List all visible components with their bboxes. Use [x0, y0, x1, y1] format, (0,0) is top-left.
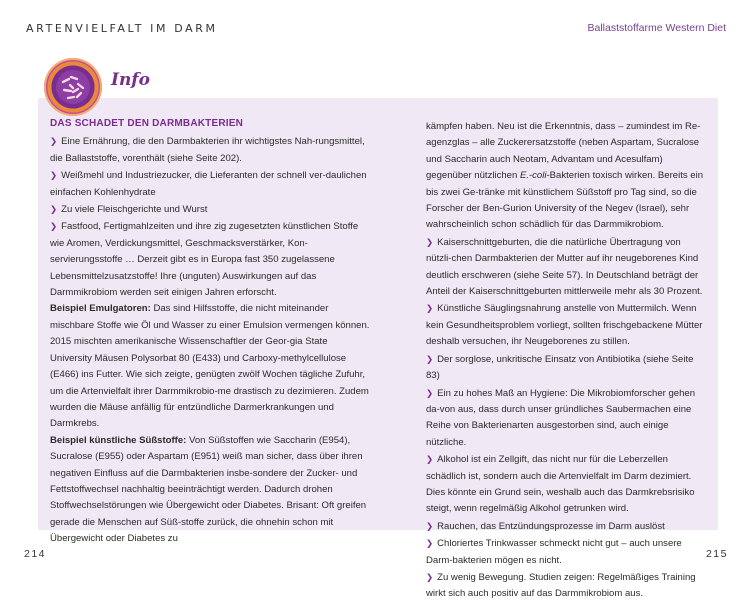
info-label: Info	[111, 70, 150, 90]
bullet-text: Alkohol ist ein Zellgift, das nicht nur für die Leberzellen schädlich ist, sondern auch die Artenvielfalt im Darm dezimiert. Dies könnte ein Grund sein, weshalb auch das Darmkrebsrisiko steigt, wenn regelmäßig Alkohol getrunken wird.	[426, 454, 695, 515]
bullet-text: Zu viele Fleischgerichte und Wurst	[61, 204, 208, 216]
right-bullet-item	[426, 569, 707, 603]
info-heading: DAS SCHADET DEN DARMBAKTERIEN	[50, 118, 244, 129]
page-number-left: 214	[24, 548, 47, 560]
left-bullet-item	[50, 133, 370, 167]
right-bullet-item	[426, 300, 707, 350]
bullet-text: Eine Ernährung, die den Darmbakterien ihr wichtigstes Nah-rungsmittel, die Ballaststoffe, vorenthält (siehe Seite 202).	[50, 136, 365, 164]
example-text: Von Süßstoffen wie Saccharin (E954), Sucralose (E955) oder Aspartam (E951) weiß man sicher, dass über ihren negativen Einfluss auf die Darmbakterien insbe-sondere der Zucker- und Fettstoffwechsel nachhaltig beeinträchtigt werden. Dadurch drohen Stoffwechselstörungen wie Übergewicht oder Diabetes. Brisant: Oft greifen gerade die Menschen auf Süß-stoffe zurück, die ohnehin schon mit Übergewicht oder Diabetes zu	[50, 434, 367, 545]
bullet-text: Künstliche Säuglingsnahrung anstelle von Muttermilch. Wenn kein Gesundheitsproblem vorliegt, sollten frischgebackene Mütter deshalb versuchen, ihr Neugeborenes zu stillen.	[426, 303, 703, 348]
left-column-content	[50, 133, 370, 547]
italic-term: E.-coli	[519, 170, 547, 182]
example-label: Beispiel Emulgatoren:	[50, 303, 151, 315]
running-header-right: Ballaststoffarme Western Diet	[587, 22, 726, 34]
right-column-content	[426, 119, 707, 603]
bullet-text: Weißmehl und Industriezucker, die Lieferanten der schnell ver-daulichen einfachen Kohlenhydrate	[50, 170, 367, 198]
left-bullet-item	[50, 201, 370, 218]
right-bullet-item	[426, 451, 707, 518]
bullet-text: Zu wenig Bewegung. Studien zeigen: Regelmäßiges Training wirkt sich auch positiv auf das Darmmikrobiom aus.	[426, 571, 696, 600]
right-bullet-item	[426, 351, 707, 385]
left-example-paragraph	[50, 433, 370, 548]
left-example-paragraph	[50, 301, 370, 432]
right-bullet-item	[426, 518, 707, 535]
bullet-text: Fastfood, Fertigmahlzeiten und ihre zig zugesetzten künstlichen Stoffe wie Aromen, Verdickungsmittel, Geschmacksverstärker, Kon-servierungsstoffe … Derzeit gibt es in Europa fast 350 zugelassene Lebensmittelzusatzstoffe! Ihre (unguten) Auswirkungen auf das Darmmikrobiom werden seit einigen Jahren erforscht.	[50, 221, 359, 299]
right-bullet-item	[426, 234, 707, 301]
right-continuation-paragraph	[426, 119, 707, 234]
left-bullet-item	[50, 167, 370, 201]
bullet-text: Ein zu hohes Maß an Hygiene: Die Mikrobiomforscher gehen da-von aus, dass durch unser gründliches Saubermachen eine Reihe von Bakterienarten ausgestorben sind, auch einige nützliche.	[426, 387, 696, 448]
left-bullet-item	[50, 218, 370, 301]
paragraph-text: kämpfen haben. Neu ist die Erkenntnis, dass – zumindest im Re-agenzglas – alle Zuckerersatzstoffe (neben Aspartam, Sucralose und Saccharin auch Neotam, Advantam und Acesulfam) gegenüber nützlichen	[426, 121, 701, 182]
bullet-text: Der sorglose, unkritische Einsatz von Antibiotika (siehe Seite 83)	[426, 353, 694, 382]
right-column	[426, 119, 707, 603]
bullet-text: Chloriertes Trinkwasser schmeckt nicht gut – auch unsere Darm-bakterien mögen es nicht.	[426, 538, 682, 566]
paragraph-text: -Bakterien toxisch wirken. Bereits ein bis zwei Ge-tränke mit künstlichem Süßstoff pro Tag sind, so die Forscher der Ben-Gurion University of the Negev (Israel), sehr wahrscheinlich schon schädlich für das Darmmikrobiom.	[426, 170, 704, 231]
example-text: Das sind Hilfsstoffe, die nicht miteinander mischbare Stoffe wie Öl und Wasser zu einer Emulsion vermengen können. 2015 mischten amerikanische Wissenschaftler der Geor-gia State University Mäusen Polysorbat 80 (E433) und Carboxy-methylcellulose (E466) ins Futter. Wie sich zeigte, genügten zwölf Wochen tägliche Zufuhr, um die Artenvielfalt ihrer Darmmikrobio-me drastisch zu dezimieren. Zudem wurden die Mäuse anfällig für entzündliche Darmerkrankungen und Darmkrebs.	[50, 303, 370, 430]
right-bullet-item	[426, 535, 707, 569]
bacteria-icon	[44, 58, 102, 116]
bullet-text: Rauchen, das Entzündungsprozesse im Darm auslöst	[437, 520, 665, 532]
right-bullet-item	[426, 385, 707, 452]
bullet-text: Kaiserschnittgeburten, die die natürliche Übertragung von nützli-chen Darmbakterien der Mutter auf ihr neugeborenes Kind deutlich erschweren (siehe Seite 57). In Deutschland beträgt der Anteil der Kaiserschnittgeburten mittlerweile mehr als 30 Prozent.	[426, 236, 703, 298]
running-header-left: ARTENVIELFALT IM DARM	[26, 22, 218, 35]
page-number-right: 215	[705, 548, 728, 560]
bacteria-badge-icon	[44, 58, 102, 116]
left-column	[50, 116, 370, 548]
example-label: Beispiel künstliche Süßstoffe:	[50, 434, 187, 446]
